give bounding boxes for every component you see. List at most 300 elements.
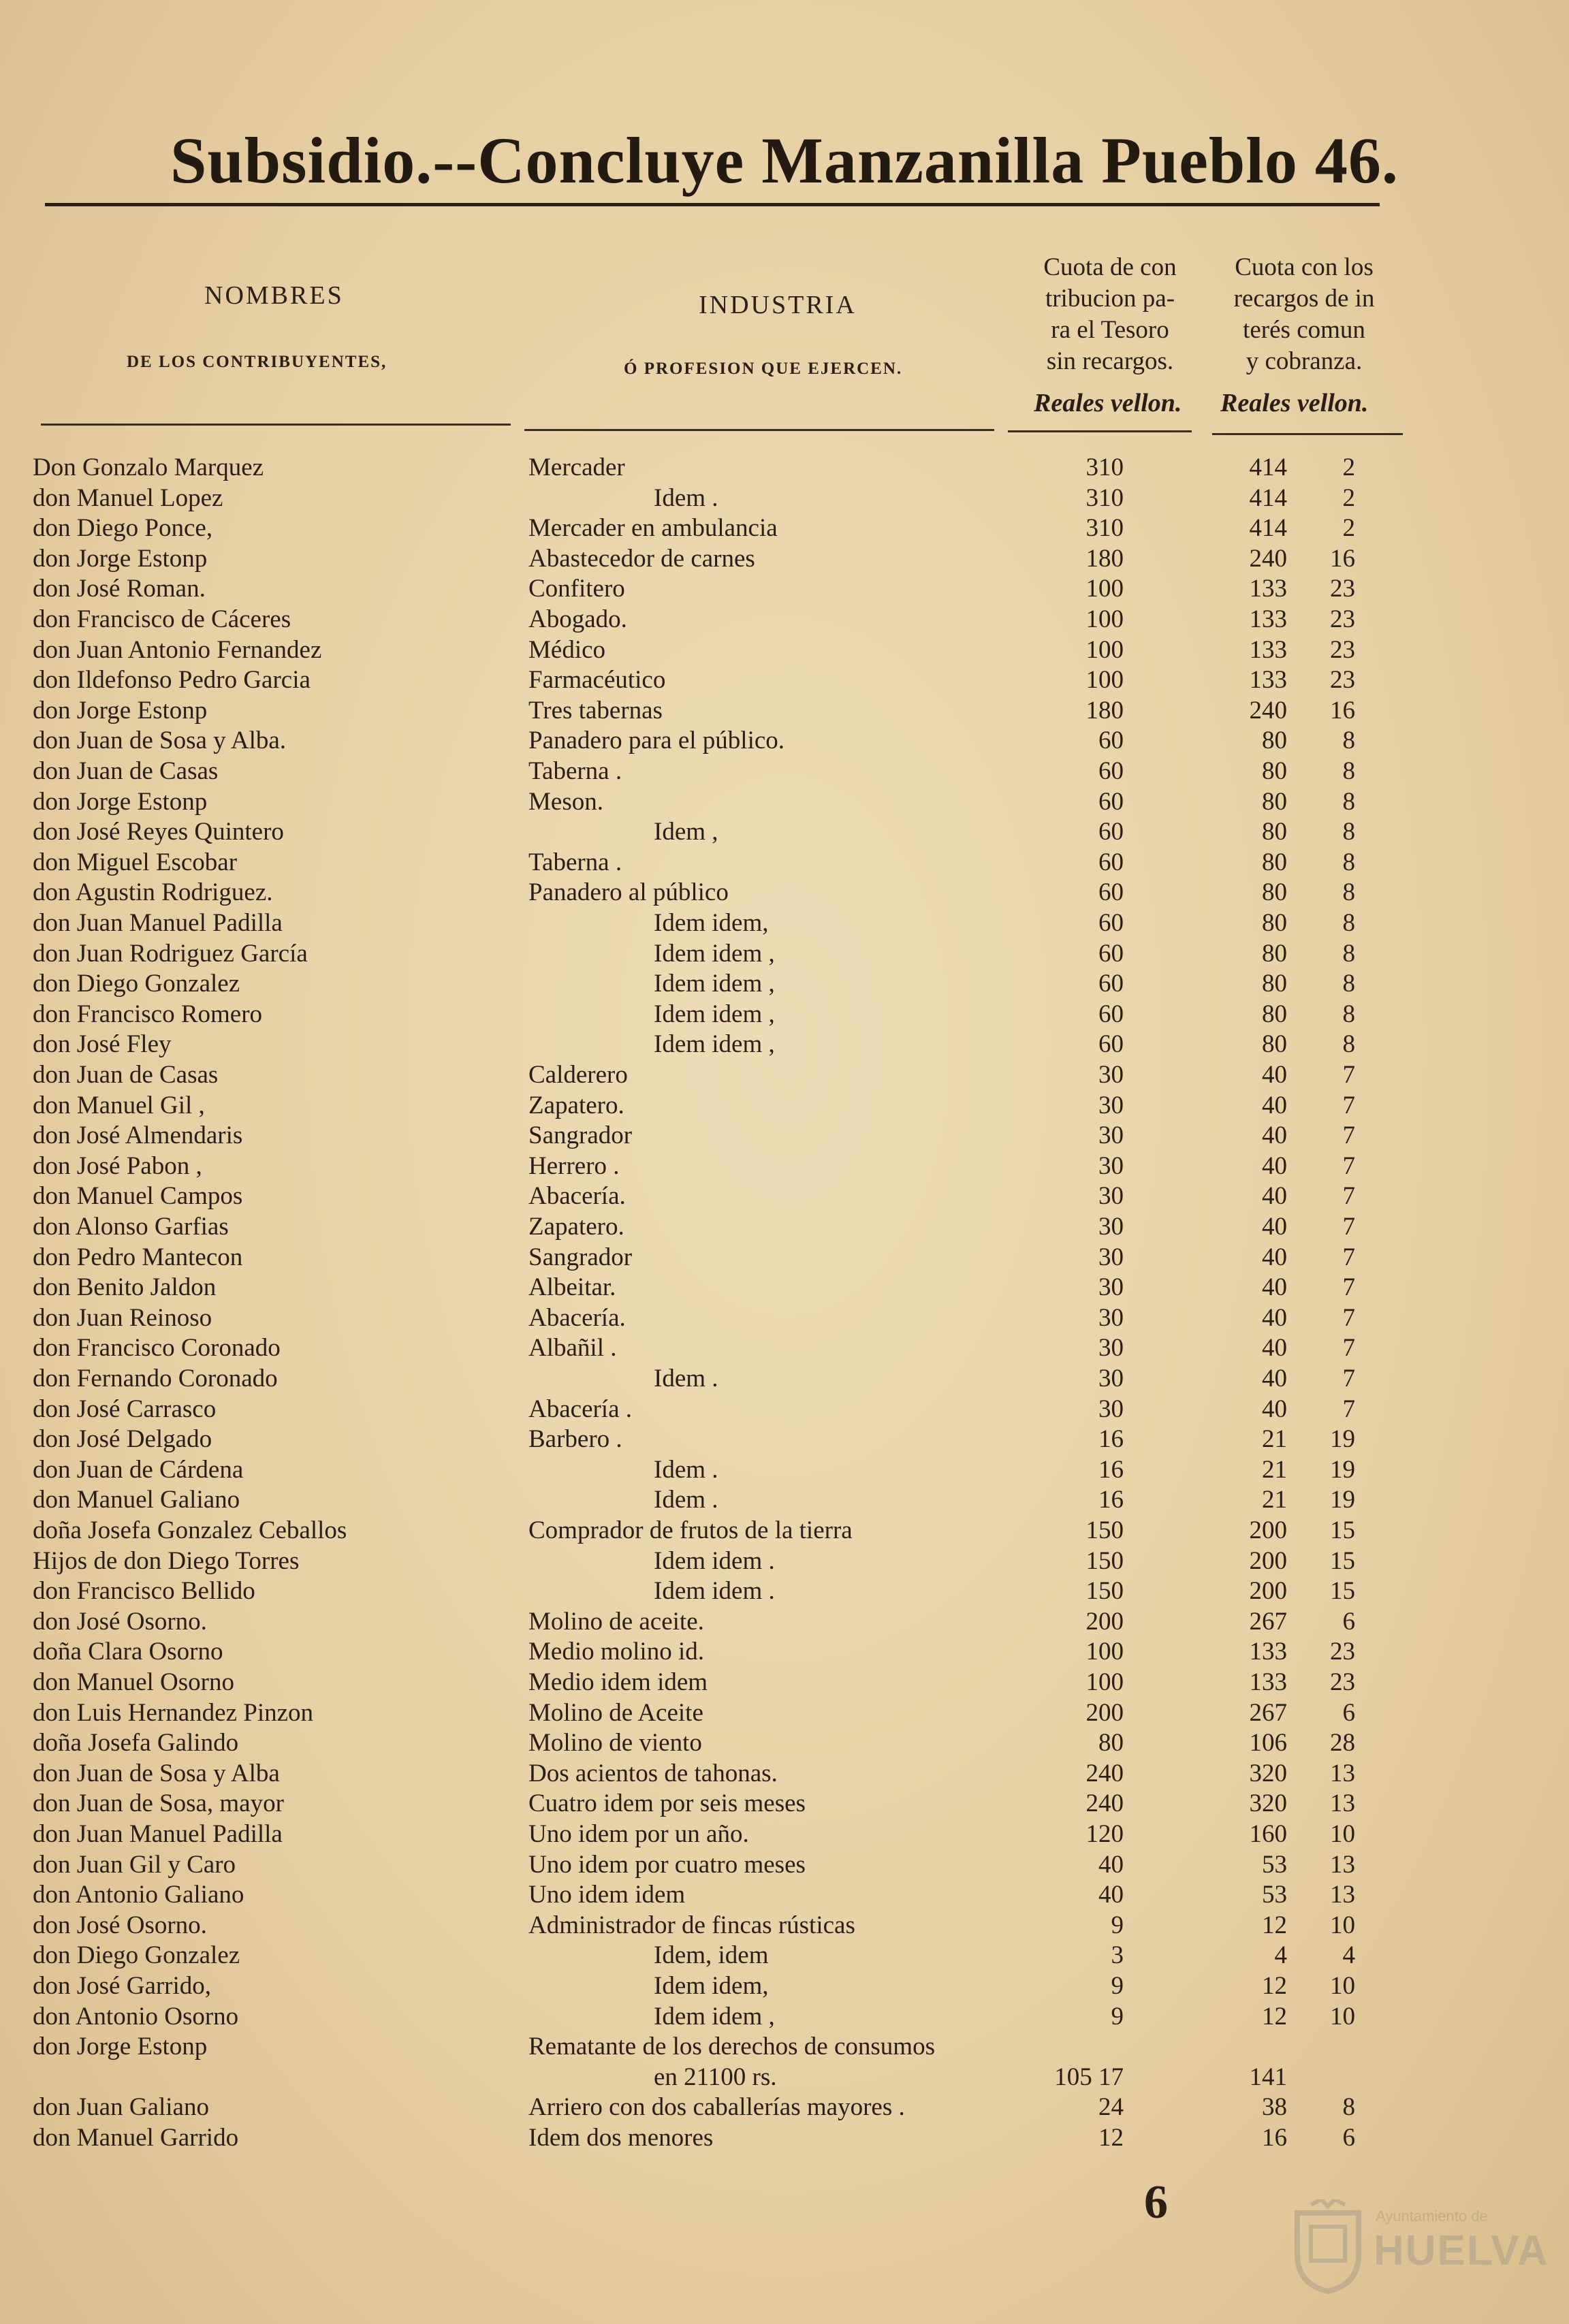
- industry-profession: Molino de aceite.: [528, 1607, 704, 1636]
- cuota-tesoro-value: 180: [1085, 696, 1124, 725]
- table-row: [0, 665, 1569, 696]
- cuota-recargos-fraction: 2: [1342, 453, 1355, 481]
- cuota-tesoro-value: 40: [1098, 1850, 1124, 1879]
- contributor-name: Hijos de don Diego Torres: [33, 1546, 300, 1575]
- table-row: [0, 483, 1569, 514]
- contributor-name: don Juan Galiano: [33, 2093, 209, 2122]
- industry-profession: Abastecedor de carnes: [528, 544, 755, 573]
- cuota-recargos-value: 133: [1249, 635, 1287, 664]
- contributor-name: don José Reyes Quintero: [33, 818, 284, 846]
- table-row: [0, 1607, 1569, 1638]
- table-row: [0, 1728, 1569, 1759]
- cuota-recargos-value: 414: [1249, 483, 1287, 512]
- cuota-recargos-fraction: 8: [1342, 787, 1355, 816]
- cuota-tesoro-value: 30: [1098, 1365, 1124, 1392]
- cuota-recargos-fraction: 7: [1342, 1334, 1355, 1363]
- header-industria-sub: Ó PROFESION QUE EJERCEN.: [624, 360, 903, 378]
- cuota-tesoro-value: 30: [1098, 1303, 1124, 1332]
- industry-profession: Panadero para el público.: [528, 727, 785, 755]
- table-row: [0, 1424, 1569, 1455]
- cuota-recargos-value: 320: [1249, 1759, 1287, 1787]
- watermark-logo: [1290, 2199, 1549, 2302]
- cuota-tesoro-value: 60: [1098, 1030, 1124, 1059]
- cuota-recargos-fraction: 8: [1342, 757, 1355, 785]
- cuota-recargos-value: 160: [1249, 1820, 1287, 1848]
- table-row: [0, 757, 1569, 787]
- cuota-recargos-value: 40: [1262, 1091, 1287, 1119]
- cuota-recargos-fraction: 7: [1342, 1243, 1355, 1271]
- cuota-tesoro-value: 120: [1085, 1820, 1124, 1848]
- industry-profession: Medio molino id.: [528, 1638, 704, 1666]
- table-row: [0, 1333, 1569, 1364]
- contributor-name: don Miguel Escobar: [33, 848, 238, 876]
- cuota-recargos-fraction: 28: [1330, 1729, 1355, 1757]
- cuota-tesoro-value: 105 17: [1054, 2063, 1124, 2091]
- cuota-recargos-fraction: 10: [1330, 1911, 1355, 1939]
- industry-profession: Idem idem ,: [654, 2002, 775, 2031]
- cuota-recargos-value: 133: [1249, 575, 1287, 603]
- industry-profession: Idem .: [654, 1486, 718, 1514]
- cuota-tesoro-value: 80: [1098, 1729, 1124, 1757]
- table-row: [0, 908, 1569, 939]
- cuota-recargos-value: 80: [1262, 818, 1287, 846]
- contributor-name: Don Gonzalo Marquez: [33, 453, 264, 481]
- table-row: [0, 544, 1569, 575]
- contributor-name: don Juan Reinoso: [33, 1303, 212, 1332]
- industry-profession: Idem idem .: [654, 1546, 775, 1575]
- cuota-tesoro-value: 100: [1085, 635, 1124, 664]
- cuota-recargos-value: 40: [1262, 1213, 1287, 1241]
- cuota-tesoro-value: 40: [1098, 1881, 1124, 1909]
- cuota-tesoro-value: 9: [1111, 1911, 1124, 1939]
- contributor-name: don José Carrasco: [33, 1395, 217, 1423]
- industry-profession: Idem idem ,: [654, 1000, 775, 1028]
- industry-profession: Zapatero.: [528, 1213, 624, 1241]
- cuota-tesoro-value: 30: [1098, 1273, 1124, 1302]
- industry-profession: Mercader: [528, 453, 625, 481]
- table-row: [0, 1181, 1569, 1212]
- cuota-recargos-fraction: 6: [1342, 1607, 1355, 1636]
- cuota-recargos-fraction: 7: [1342, 1182, 1355, 1211]
- table-row: [0, 605, 1569, 635]
- cuota-recargos-fraction: 23: [1330, 666, 1355, 695]
- contributor-name: don Manuel Lopez: [33, 483, 223, 512]
- industry-profession: Dos acientos de tahonas.: [528, 1759, 778, 1787]
- cuota-tesoro-value: 30: [1098, 1061, 1124, 1089]
- table-row: [0, 1911, 1569, 1941]
- contributor-name: don Diego Gonzalez: [33, 1941, 240, 1970]
- contributor-name: don José Delgado: [33, 1425, 212, 1454]
- cuota-tesoro-value: 150: [1085, 1516, 1124, 1544]
- contributor-name: don Antonio Osorno: [33, 2002, 239, 2031]
- industry-profession: Sangrador: [528, 1121, 633, 1150]
- cuota-recargos-value: 80: [1262, 1030, 1287, 1059]
- cuota-recargos-fraction: 16: [1330, 696, 1355, 725]
- table-row: [0, 878, 1569, 908]
- cuota-recargos-fraction: 13: [1330, 1759, 1355, 1787]
- cuota-tesoro-value: 60: [1098, 818, 1124, 846]
- table-row: [0, 1759, 1569, 1789]
- cuota-recargos-value: 12: [1262, 1972, 1287, 2000]
- cuota-tesoro-value: 12: [1098, 2124, 1124, 2152]
- table-row: [0, 1941, 1569, 1971]
- contributor-name: don Juan de Sosa, mayor: [33, 1789, 284, 1818]
- industry-profession: Idem idem ,: [654, 1030, 775, 1059]
- contributor-name: don Juan Manuel Padilla: [33, 909, 283, 937]
- cuota-recargos-value: 80: [1262, 787, 1287, 816]
- cuota-recargos-value: 133: [1249, 605, 1287, 633]
- contributor-name: don José Fley: [33, 1030, 172, 1059]
- cuota-recargos-fraction: 19: [1330, 1486, 1355, 1514]
- cuota-recargos-fraction: 2: [1342, 483, 1355, 512]
- contributor-name: don José Roman.: [33, 575, 206, 603]
- cuota-recargos-value: 414: [1249, 514, 1287, 543]
- cuota-recargos-value: 80: [1262, 848, 1287, 876]
- cuota-recargos-value: 80: [1262, 757, 1287, 785]
- cuota-tesoro-value: 9: [1111, 2002, 1124, 2031]
- contributor-name: don Pedro Mantecon: [33, 1243, 243, 1271]
- cuota-recargos-fraction: 8: [1342, 939, 1355, 968]
- industry-profession: Idem .: [654, 483, 718, 512]
- cuota-recargos-value: 40: [1262, 1151, 1287, 1180]
- cuota-recargos-value: 200: [1249, 1516, 1287, 1544]
- industry-profession: Sangrador: [528, 1243, 633, 1271]
- cuota-recargos-value: 267: [1249, 1607, 1287, 1636]
- cuota-tesoro-value: 30: [1098, 1334, 1124, 1363]
- table-row: [0, 513, 1569, 544]
- cuota-recargos-value: 40: [1262, 1395, 1287, 1423]
- cuota-recargos-fraction: 8: [1342, 727, 1355, 755]
- watermark-bottom: HUELVA: [1374, 2227, 1549, 2274]
- cuota-recargos-fraction: 10: [1330, 1972, 1355, 2000]
- cuota-tesoro-value: 60: [1098, 909, 1124, 937]
- cuota-recargos-value: 80: [1262, 1000, 1287, 1028]
- table-row: [0, 1850, 1569, 1881]
- industry-profession: Idem idem,: [654, 909, 769, 937]
- cuota-tesoro-value: 30: [1098, 1151, 1124, 1180]
- cuota-tesoro-value: 200: [1085, 1607, 1124, 1636]
- industry-profession: Meson.: [528, 787, 603, 816]
- cuota-tesoro-value: 100: [1085, 1668, 1124, 1696]
- cuota-recargos-fraction: 16: [1330, 544, 1355, 573]
- cuota-recargos-value: 40: [1262, 1121, 1287, 1150]
- cuota-recargos-value: 80: [1262, 939, 1287, 968]
- industry-profession: Zapatero.: [528, 1091, 624, 1119]
- contributor-name: don Juan Rodriguez García: [33, 939, 308, 968]
- contributor-name: don Ildefonso Pedro Garcia: [33, 666, 311, 695]
- cuota-tesoro-value: 30: [1098, 1213, 1124, 1241]
- cuota-recargos-value: 21: [1262, 1486, 1287, 1514]
- cuota-tesoro-value: 16: [1098, 1455, 1124, 1484]
- cuota-tesoro-value: 180: [1085, 544, 1124, 573]
- watermark-top: Ayuntamiento de: [1376, 2208, 1488, 2225]
- cuota-recargos-fraction: 15: [1330, 1546, 1355, 1575]
- cuota-recargos-fraction: 13: [1330, 1789, 1355, 1818]
- industry-profession: Albañil .: [528, 1334, 617, 1363]
- cuota-recargos-value: 80: [1262, 878, 1287, 907]
- cuota-recargos-fraction: 4: [1342, 1941, 1355, 1970]
- table-row: [0, 1789, 1569, 1819]
- cuota-tesoro-value: 30: [1098, 1395, 1124, 1423]
- table-row: [0, 1576, 1569, 1607]
- industry-profession: Administrador de fincas rústicas: [528, 1911, 855, 1939]
- cuota-tesoro-value: 100: [1085, 666, 1124, 695]
- cuota-recargos-value: 38: [1262, 2093, 1287, 2122]
- cuota-recargos-value: 200: [1249, 1577, 1287, 1606]
- table-row: [0, 1668, 1569, 1698]
- cuota-recargos-value: 40: [1262, 1061, 1287, 1089]
- cuota-recargos-value: 16: [1262, 2124, 1287, 2152]
- industry-profession: Medio idem idem: [528, 1668, 708, 1696]
- cuota-recargos-value: 40: [1262, 1365, 1287, 1392]
- industry-profession: Cuatro idem por seis meses: [528, 1789, 806, 1818]
- cuota-recargos-fraction: 19: [1330, 1455, 1355, 1484]
- cuota-recargos-fraction: 7: [1342, 1091, 1355, 1119]
- cuota-recargos-value: 40: [1262, 1303, 1287, 1332]
- cuota-recargos-fraction: 2: [1342, 514, 1355, 543]
- cuota-tesoro-value: 30: [1098, 1121, 1124, 1150]
- contributor-name: don Francisco de Cáceres: [33, 605, 291, 633]
- cuota-tesoro-value: 100: [1085, 605, 1124, 633]
- industry-profession: Comprador de frutos de la tierra: [528, 1516, 853, 1544]
- industry-profession: Uno idem idem: [528, 1881, 686, 1909]
- cuota-recargos-fraction: 7: [1342, 1273, 1355, 1302]
- cuota-recargos-value: 267: [1249, 1698, 1287, 1727]
- contributor-name: don Manuel Galiano: [33, 1486, 240, 1514]
- table-row: [0, 1485, 1569, 1516]
- industry-profession: Molino de Aceite: [528, 1698, 703, 1727]
- cuota-recargos-fraction: 8: [1342, 1000, 1355, 1028]
- cuota-recargos-fraction: 8: [1342, 909, 1355, 937]
- industry-profession: Albeitar.: [528, 1273, 616, 1302]
- cuota-recargos-fraction: 7: [1342, 1061, 1355, 1089]
- cuota-recargos-fraction: 7: [1342, 1395, 1355, 1423]
- cuota-recargos-fraction: 8: [1342, 970, 1355, 998]
- industry-profession: Abacería.: [528, 1182, 626, 1211]
- cuota-recargos-value: 53: [1262, 1850, 1287, 1879]
- cuota-tesoro-value: 9: [1111, 1972, 1124, 2000]
- contributor-name: don Francisco Bellido: [33, 1577, 255, 1606]
- contributor-name: don Jorge Estonp: [33, 544, 208, 573]
- table-row: [0, 848, 1569, 878]
- table-row: [0, 2092, 1569, 2123]
- industry-profession: Uno idem por un año.: [528, 1820, 749, 1848]
- contributor-name: don Juan de Sosa y Alba.: [33, 727, 287, 755]
- cuota-recargos-value: 80: [1262, 727, 1287, 755]
- table-row: [0, 787, 1569, 818]
- contributor-name: don Luis Hernandez Pinzon: [33, 1698, 314, 1727]
- table-row: [0, 1303, 1569, 1334]
- cuota-recargos-value: 80: [1262, 909, 1287, 937]
- contributor-name: don Juan de Casas: [33, 1061, 219, 1089]
- cuota-tesoro-value: 150: [1085, 1577, 1124, 1606]
- cuota-tesoro-value: 30: [1098, 1182, 1124, 1211]
- industry-profession: Uno idem por cuatro meses: [528, 1850, 806, 1879]
- table-row: [0, 1971, 1569, 2002]
- cuota-recargos-fraction: 8: [1342, 848, 1355, 876]
- industry-profession: Idem idem ,: [654, 970, 775, 998]
- contributor-name: don Juan de Casas: [33, 757, 219, 785]
- cuota-recargos-value: 40: [1262, 1182, 1287, 1211]
- header-nombres: NOMBRES: [204, 281, 344, 310]
- industry-profession: Médico: [528, 635, 606, 664]
- table-row: [0, 939, 1569, 970]
- unit-label-2: Reales vellon.: [1220, 389, 1369, 417]
- cuota-recargos-value: 21: [1262, 1455, 1287, 1484]
- industry-profession: Idem idem ,: [654, 939, 775, 968]
- table-row: [0, 635, 1569, 666]
- cuota-recargos-value: 133: [1249, 1668, 1287, 1696]
- contributor-name: don Francisco Coronado: [33, 1334, 281, 1363]
- cuota-recargos-value: 12: [1262, 2002, 1287, 2031]
- contributor-name: don José Pabon ,: [33, 1151, 202, 1180]
- cuota-recargos-fraction: 7: [1342, 1365, 1355, 1392]
- table-row: [0, 1546, 1569, 1577]
- cuota-recargos-fraction: 7: [1342, 1303, 1355, 1332]
- cuota-recargos-fraction: 6: [1342, 2124, 1355, 2152]
- table-row: [0, 2063, 1569, 2093]
- contributor-name: don Jorge Estonp: [33, 2033, 208, 2061]
- contributor-name: don José Almendaris: [33, 1121, 243, 1150]
- cuota-tesoro-value: 310: [1085, 483, 1124, 512]
- industry-profession: Abogado.: [528, 605, 627, 633]
- cuota-tesoro-value: 60: [1098, 848, 1124, 876]
- contributor-name: don Antonio Galiano: [33, 1881, 244, 1909]
- contributor-name: don Juan Antonio Fernandez: [33, 635, 322, 664]
- header-industria: INDUSTRIA: [699, 291, 857, 319]
- contributor-name: don Manuel Gil ,: [33, 1091, 205, 1119]
- table-row: [0, 1819, 1569, 1850]
- table-row: [0, 2032, 1569, 2063]
- cuota-recargos-fraction: 8: [1342, 818, 1355, 846]
- cuota-recargos-value: 200: [1249, 1546, 1287, 1575]
- header-nombres-sub: DE LOS CONTRIBUYENTES,: [127, 353, 387, 371]
- industry-profession: Panadero al público: [528, 878, 729, 907]
- table-row: [0, 1243, 1569, 1273]
- contributor-name: don Manuel Garrido: [33, 2124, 239, 2152]
- cuota-recargos-value: 106: [1249, 1729, 1287, 1757]
- table-row: [0, 1212, 1569, 1243]
- header-cuota-tesoro: Cuota de con tribucion pa- ra el Tesoro sin recargos.: [1043, 253, 1177, 375]
- table-row: [0, 1091, 1569, 1121]
- industry-profession: Abacería.: [528, 1303, 626, 1332]
- cuota-tesoro-value: 30: [1098, 1243, 1124, 1271]
- contributor-name: don Fernando Coronado: [33, 1365, 278, 1392]
- unit-label-1: Reales vellon.: [1034, 389, 1182, 417]
- title-rule: [45, 203, 1380, 206]
- industry-profession: Molino de viento: [528, 1729, 702, 1757]
- contributor-name: don Diego Gonzalez: [33, 970, 240, 998]
- contributor-name: don José Garrido,: [33, 1972, 212, 2000]
- table-row: [0, 2002, 1569, 2033]
- cuota-recargos-fraction: 10: [1330, 2002, 1355, 2031]
- cuota-tesoro-value: 3: [1111, 1941, 1124, 1970]
- industry-profession: Idem idem,: [654, 1972, 769, 2000]
- contributor-name: don Juan de Sosa y Alba: [33, 1759, 280, 1787]
- table-row: [0, 1000, 1569, 1030]
- cuota-recargos-fraction: 13: [1330, 1850, 1355, 1879]
- cuota-tesoro-value: 310: [1085, 453, 1124, 481]
- cuota-recargos-fraction: 23: [1330, 575, 1355, 603]
- cuota-tesoro-value: 100: [1085, 1638, 1124, 1666]
- cuota-tesoro-value: 24: [1098, 2093, 1124, 2122]
- contributor-name: don Juan Manuel Padilla: [33, 1820, 283, 1848]
- contributor-name: don Agustin Rodriguez.: [33, 878, 273, 907]
- cuota-tesoro-value: 310: [1085, 514, 1124, 543]
- cuota-recargos-value: 40: [1262, 1243, 1287, 1271]
- header-rule-cuota2: [1212, 433, 1403, 435]
- cuota-recargos-value: 21: [1262, 1425, 1287, 1454]
- cuota-recargos-fraction: 8: [1342, 2093, 1355, 2122]
- table-row: [0, 1880, 1569, 1911]
- table-row: [0, 1121, 1569, 1151]
- cuota-tesoro-value: 60: [1098, 787, 1124, 816]
- contributor-name: doña Josefa Galindo: [33, 1729, 239, 1757]
- cuota-tesoro-value: 60: [1098, 757, 1124, 785]
- contributor-name: don Jorge Estonp: [33, 787, 208, 816]
- industry-profession: Rematante de los derechos de consumos: [528, 2033, 935, 2061]
- contributor-name: don Juan de Cárdena: [33, 1455, 244, 1484]
- industry-profession: Idem, idem: [654, 1941, 769, 1970]
- table-row: [0, 1455, 1569, 1486]
- industry-profession: Taberna .: [528, 848, 622, 876]
- header-rule-names: [41, 424, 511, 426]
- crest-icon: [1290, 2199, 1365, 2295]
- contributor-name: don Benito Jaldon: [33, 1273, 217, 1302]
- cuota-tesoro-value: 200: [1085, 1698, 1124, 1727]
- industry-profession: Mercader en ambulancia: [528, 514, 778, 543]
- cuota-tesoro-value: 240: [1085, 1789, 1124, 1818]
- cuota-recargos-value: 40: [1262, 1273, 1287, 1302]
- contributor-name: don Juan Gil y Caro: [33, 1850, 236, 1879]
- cuota-recargos-fraction: 15: [1330, 1577, 1355, 1606]
- industry-profession: Idem .: [654, 1455, 718, 1484]
- cuota-recargos-fraction: 8: [1342, 1030, 1355, 1059]
- table-row: [0, 453, 1569, 483]
- cuota-recargos-value: 240: [1249, 544, 1287, 573]
- contributor-name: don Alonso Garfias: [33, 1213, 229, 1241]
- table-row: [0, 969, 1569, 1000]
- industry-profession: Barbero .: [528, 1425, 622, 1454]
- table-row: [0, 696, 1569, 727]
- industry-profession: Confitero: [528, 575, 625, 603]
- cuota-recargos-value: 141: [1249, 2063, 1287, 2091]
- cuota-recargos-fraction: 23: [1330, 1638, 1355, 1666]
- industry-profession: Taberna .: [528, 757, 622, 785]
- cuota-tesoro-value: 150: [1085, 1546, 1124, 1575]
- cuota-tesoro-value: 60: [1098, 970, 1124, 998]
- table-row: [0, 817, 1569, 848]
- table-row: [0, 1030, 1569, 1060]
- header-rule-cuota1: [1008, 430, 1192, 432]
- cuota-tesoro-value: 16: [1098, 1486, 1124, 1514]
- industry-profession: Idem .: [654, 1365, 718, 1392]
- industry-profession: Arriero con dos caballerías mayores .: [528, 2093, 905, 2122]
- page-title: Subsidio.--Concluye Manzanilla Pueblo 46.: [170, 124, 1399, 197]
- cuota-recargos-value: 12: [1262, 1911, 1287, 1939]
- cuota-recargos-value: 320: [1249, 1789, 1287, 1818]
- cuota-tesoro-value: 100: [1085, 575, 1124, 603]
- cuota-recargos-value: 414: [1249, 453, 1287, 481]
- header-rule-industry: [524, 429, 994, 431]
- industry-profession: Tres tabernas: [528, 696, 663, 725]
- cuota-recargos-fraction: 7: [1342, 1121, 1355, 1150]
- cuota-tesoro-value: 60: [1098, 939, 1124, 968]
- cuota-recargos-value: 40: [1262, 1334, 1287, 1363]
- cuota-recargos-fraction: 8: [1342, 878, 1355, 907]
- industry-profession: Farmacéutico: [528, 666, 666, 695]
- cuota-recargos-fraction: 7: [1342, 1151, 1355, 1180]
